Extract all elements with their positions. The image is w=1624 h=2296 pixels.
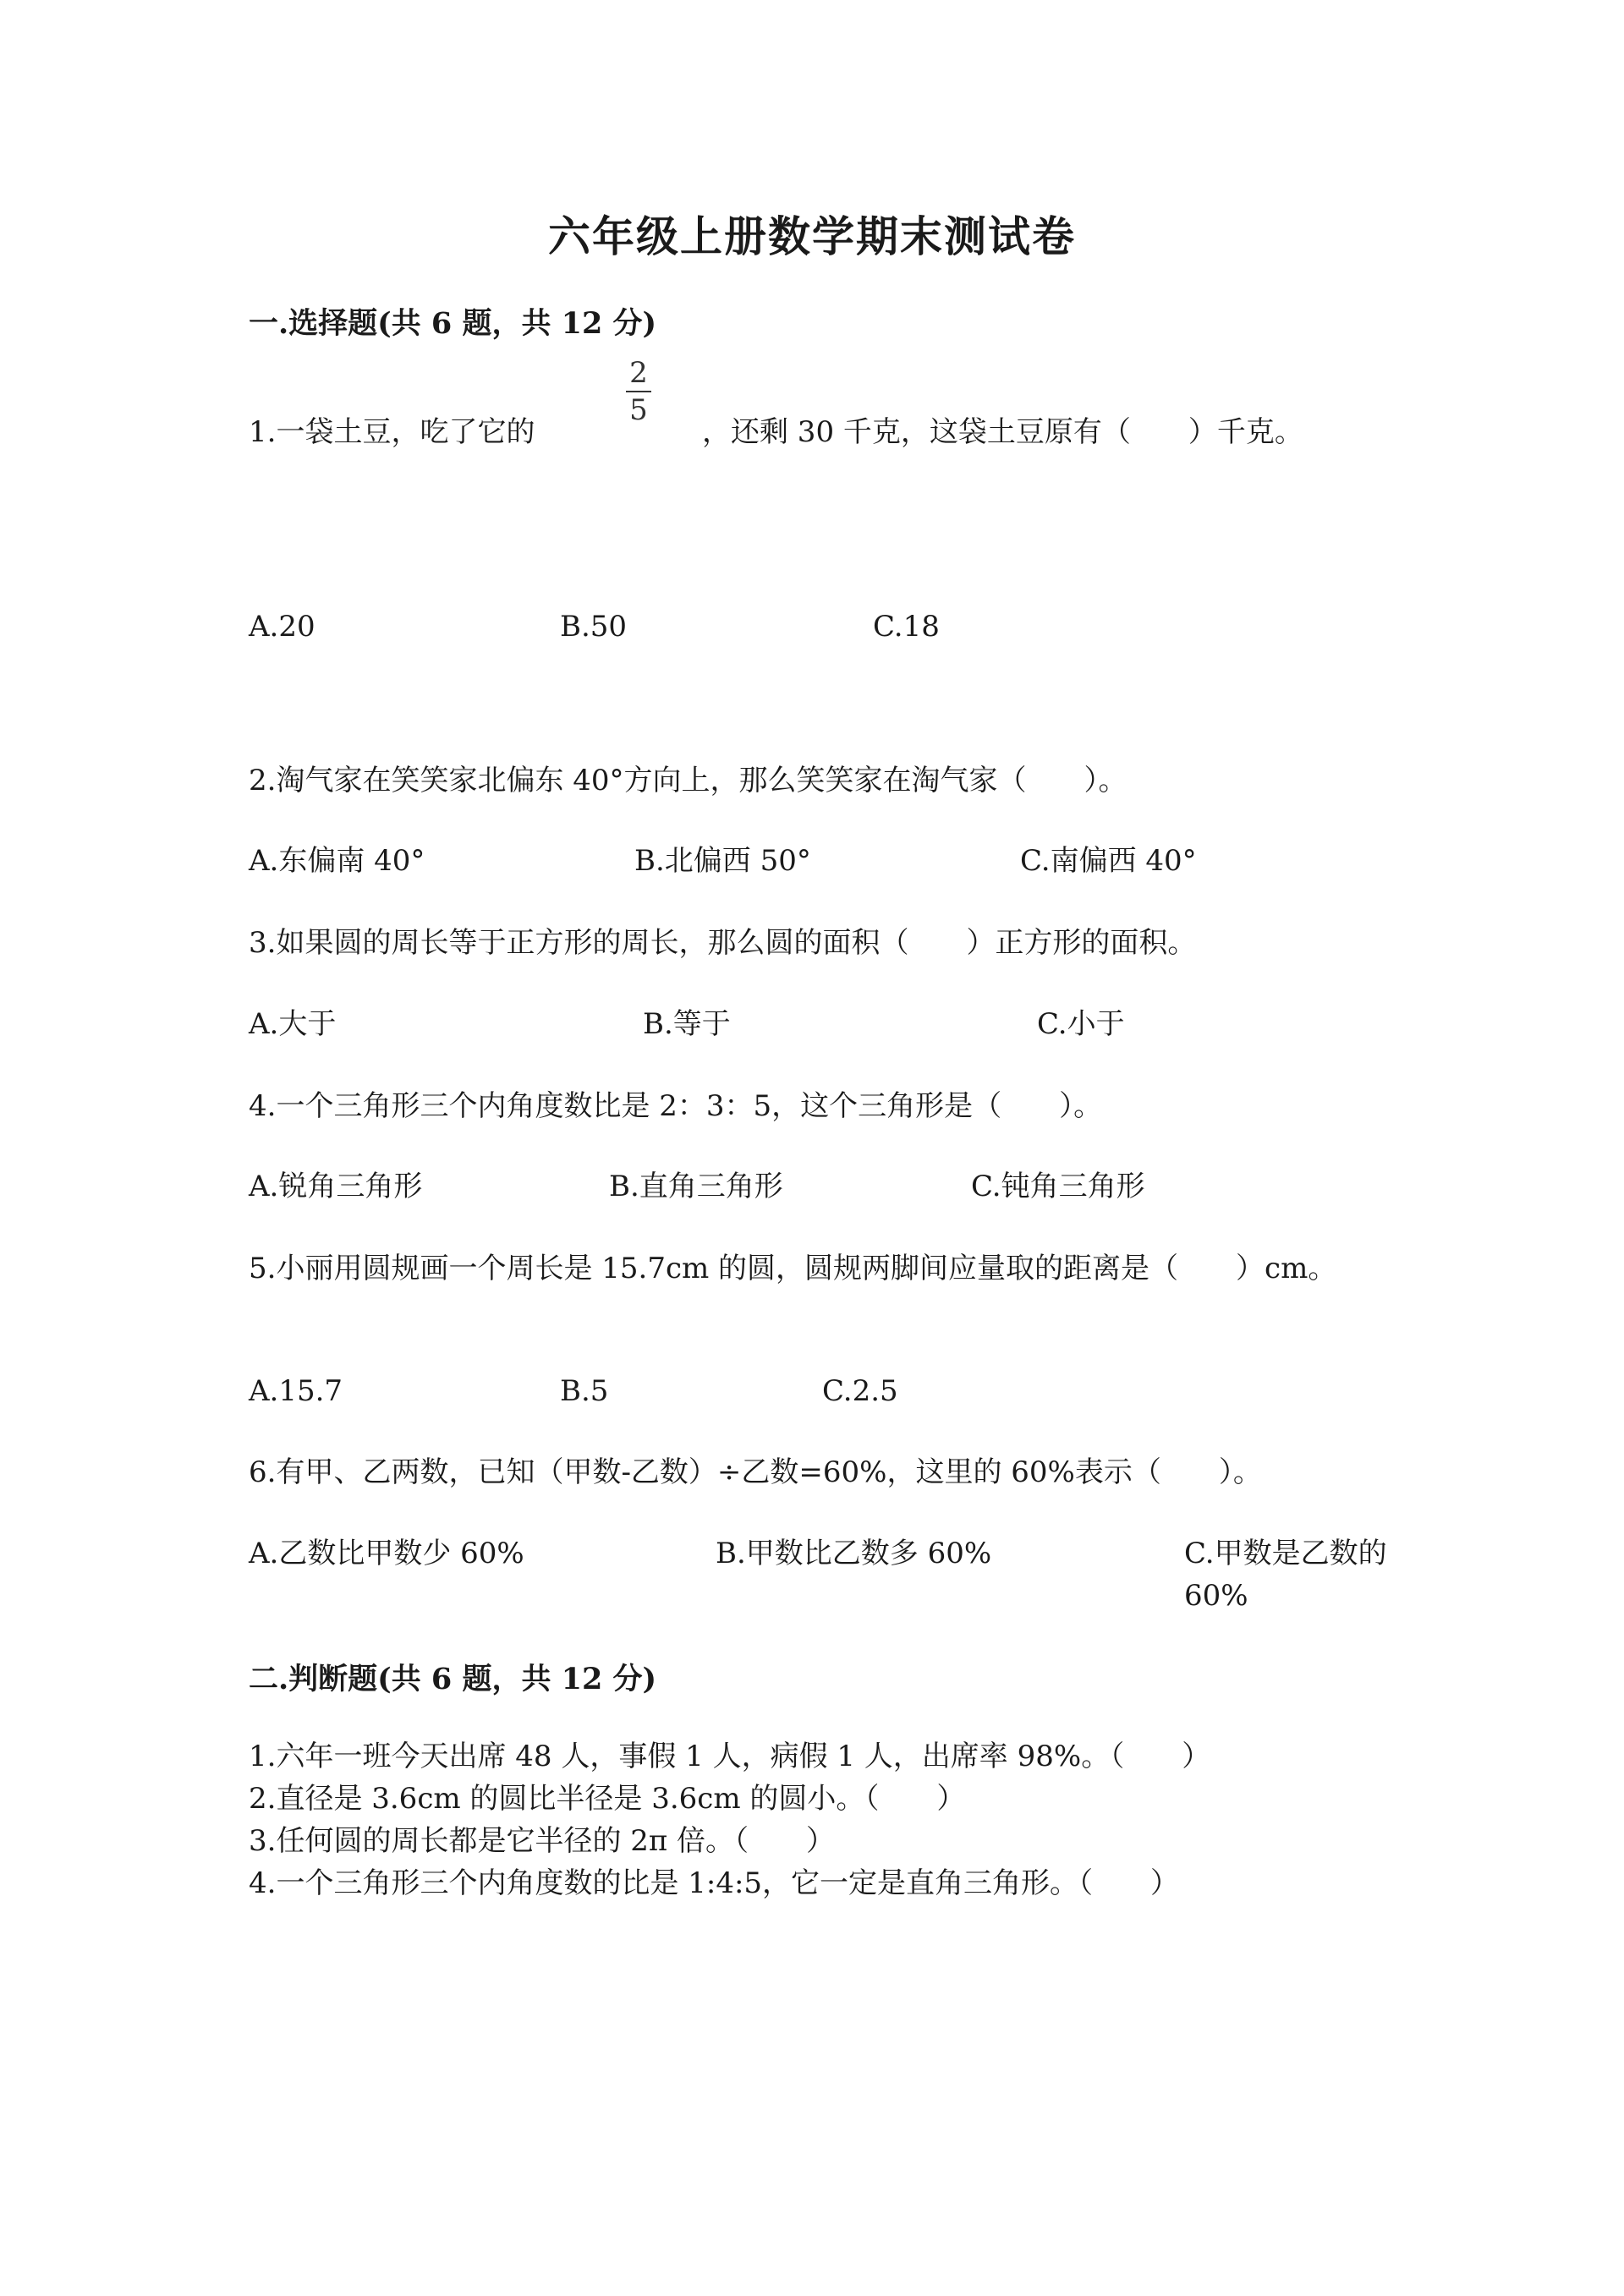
fraction-denominator: 5	[629, 393, 648, 427]
judgement-1-text: 1.六年一班今天出席 48 人，事假 1 人，病假 1 人，出席率 98%。（ ）	[249, 1740, 1211, 1773]
question-5-text: 5.小丽用圆规画一个周长是 15.7cm 的圆，圆规两脚间应量取的距离是（ ）cm。	[249, 1252, 1337, 1285]
judgement-4-text: 4.一个三角形三个内角度数的比是 1:4:5，它一定是直角三角形。（ ）	[249, 1866, 1180, 1900]
question-4-option-a: A.锐角三角形	[249, 1170, 423, 1203]
fraction-two-fifths	[626, 357, 651, 426]
question-4-option-c: C.钝角三角形	[971, 1170, 1145, 1203]
question-1-text-before: 1.一袋土豆，吃了它的	[249, 415, 535, 449]
question-3-option-c: C.小于	[1037, 1007, 1125, 1041]
question-2-option-c: C.南偏西 40°	[1020, 844, 1197, 878]
question-3-text: 3.如果圆的周长等于正方形的周长，那么圆的面积（ ）正方形的面积。	[249, 926, 1197, 960]
question-1-option-c: C.18	[873, 610, 940, 644]
question-6-text: 6.有甲、乙两数，已知（甲数-乙数）÷乙数=60%，这里的 60%表示（ ）。	[249, 1455, 1262, 1489]
judgement-2-text: 2.直径是 3.6cm 的圆比半径是 3.6cm 的圆小。（ ）	[249, 1782, 966, 1816]
question-3-option-a: A.大于	[249, 1007, 337, 1041]
question-6-option-c: C.甲数是乙数的 60%	[1184, 1537, 1387, 1613]
fraction-bar	[626, 391, 651, 392]
question-6-option-a: A.乙数比甲数少 60%	[249, 1537, 524, 1570]
question-5-option-c: C.2.5	[822, 1374, 898, 1408]
page-title: 六年级上册数学期末测试卷	[548, 211, 1076, 261]
question-1-option-b: B.50	[560, 610, 628, 644]
question-2-option-a: A.东偏南 40°	[249, 844, 425, 878]
question-3-option-b: B.等于	[643, 1007, 731, 1041]
question-5-option-a: A.15.7	[249, 1374, 343, 1408]
question-5-option-b: B.5	[560, 1374, 609, 1408]
question-1-option-a: A.20	[249, 610, 315, 644]
section-heading-choice: 一.选择题(共 6 题，共 12 分)	[249, 306, 657, 341]
judgement-3-text: 3.任何圆的周长都是它半径的 2π 倍。（ ）	[249, 1824, 836, 1858]
question-2-text: 2.淘气家在笑笑家北偏东 40°方向上，那么笑笑家在淘气家（ ）。	[249, 764, 1127, 797]
section-heading-judgement: 二.判断题(共 6 题，共 12 分)	[249, 1662, 657, 1696]
question-6-option-b: B.甲数比乙数多 60%	[716, 1537, 992, 1570]
question-1-text-after: ，还剩 30 千克，这袋土豆原有（ ）千克。	[702, 415, 1303, 449]
question-4-option-b: B.直角三角形	[609, 1170, 783, 1203]
question-4-text: 4.一个三角形三个内角度数比是 2：3：5，这个三角形是（ ）。	[249, 1089, 1103, 1123]
fraction-numerator: 2	[629, 356, 648, 390]
question-2-option-b: B.北偏西 50°	[634, 844, 811, 878]
